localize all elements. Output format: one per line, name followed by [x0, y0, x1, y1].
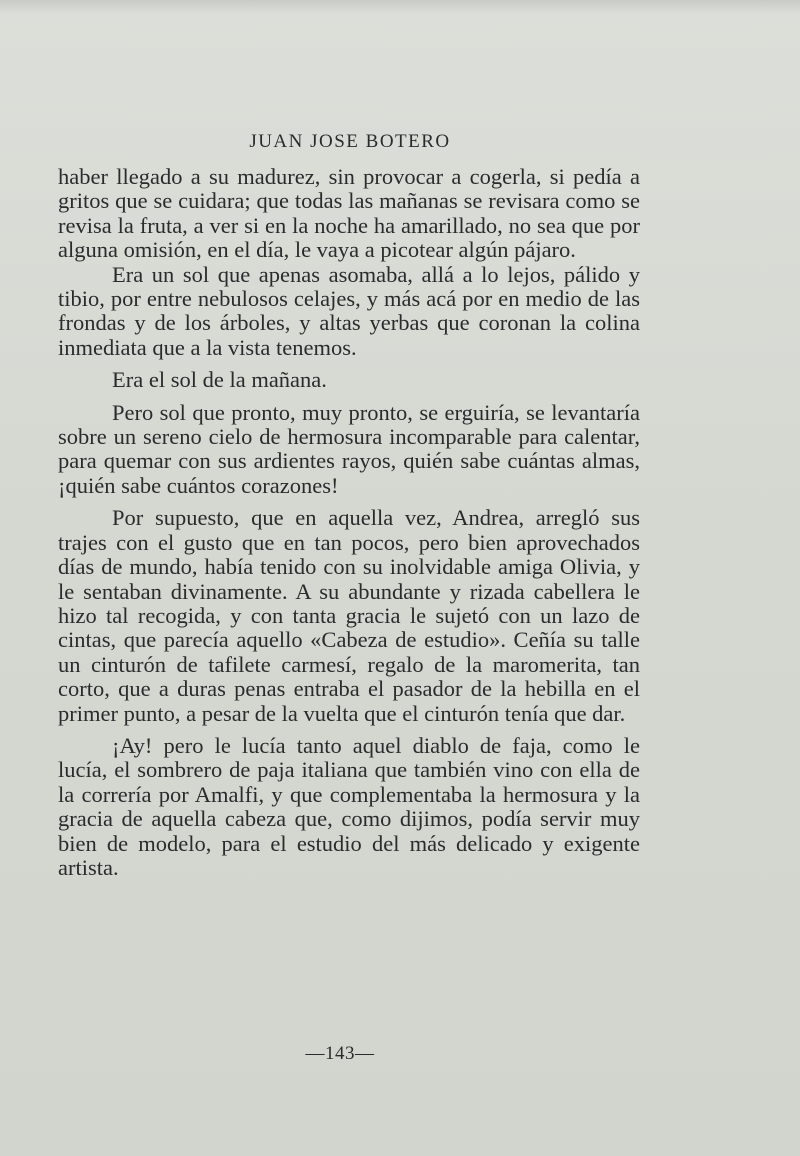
paragraph: ¡Ay! pero le lucía tanto aquel diablo de faja, como le lucía, el sombrero de paja italiana que también vino con ella de la correría por Amalfi, y que complementaba la hermosura y la gracia de aquella cabeza que, como dijimos, podía servir muy bien de modelo, para el estudio del más delicado y exigente artista.: [58, 732, 640, 880]
paragraph: Era el sol de la mañana.: [112, 367, 327, 393]
page-number: —143—: [305, 1043, 375, 1064]
running-header: [0, 131, 700, 153]
paragraph: haber llegado a su madurez, sin provocar a cogerla, si pedía a gritos que se cuidara; que todas las mañanas se revisara como se revisa la fruta, a ver si en la noche ha amarillado, no sea que por alguna omisión, en el día, le vaya a picotear algún pájaro.: [58, 164, 640, 263]
body-text: [58, 165, 640, 880]
paragraph: Era un sol que apenas asomaba, allá a lo lejos, pálido y tibio, por entre nebulosos celajes, y más acá por en medio de las frondas y de los árboles, y altas yerbas que coronan la colina inmediata que a la vista tenemos.: [58, 261, 640, 360]
page-edge-shadow: [0, 0, 800, 14]
paragraph: Pero sol que pronto, muy pronto, se erguiría, se levantaría sobre un sereno cielo de hermosura incomparable para calentar, para quemar con sus ardientes rayos, quién sabe cuántas almas, ¡quién sabe cuántos corazones!: [58, 399, 640, 498]
running-title: JUAN JOSE BOTERO: [249, 131, 451, 152]
paragraph: Por supuesto, que en aquella vez, Andrea, arregló sus trajes con el gusto que en tan pocos, pero bien aprovechados días de mundo, había tenido con su inolvidable amiga Olivia, y le sentaban divinamente. A su abundante y rizada cabellera le hizo tal recogida, y con tanta gracia le sujetó con un lazo de cintas, que parecía aquello «Cabeza de estudio». Ceñía su talle un cinturón de tafilete carmesí, regalo de la maromerita, tan corto, que a duras penas entraba el pasador de la hebilla en el primer punto, a pesar de la vuelta que el cinturón tenía que dar.: [58, 505, 640, 726]
